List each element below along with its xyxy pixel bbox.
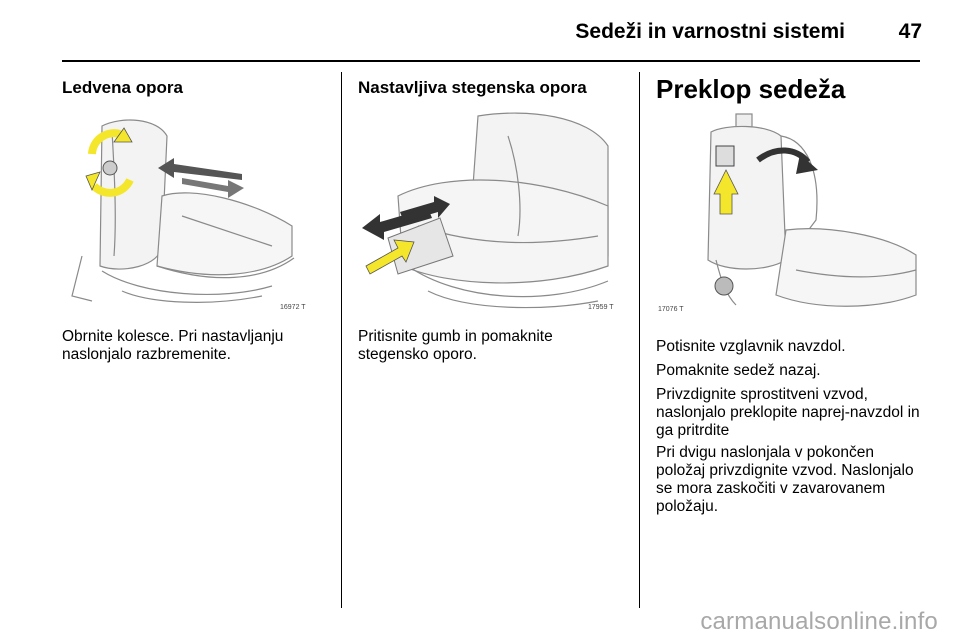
instruction-paragraph: Pri dvigu naslonjala v pokončen položaj privzdignite vzvod. Naslonjalo se mora zaskočiti v zavarovanem položaju. [656,444,914,515]
thigh-support-illustration [358,106,622,318]
page-number: 47 [898,20,922,43]
seat-fold-illustration [656,110,920,322]
section-heading: Ledvena opora [62,78,183,97]
watermark: carmanualsonline.info [700,608,938,635]
image-code: 17959 T [588,304,614,311]
chapter-title: Sedeži in varnostni sistemi [575,20,845,43]
instruction-paragraph: Privzdignite sprostitveni vzvod, naslonjalo preklopite naprej-navzdol in ga pritrdite [656,386,920,439]
image-code: 17076 T [658,306,684,313]
image-code: 16972 T [280,304,306,311]
column-divider [341,72,342,608]
section-heading: Nastavljiva stegenska opora [358,78,587,97]
section-text: Obrnite kolesce. Pri nastavljanju naslonjalo razbremenite. [62,328,284,363]
column-divider [639,72,640,608]
header-rule [62,60,920,62]
section-heading: Preklop sedeža [656,74,846,104]
page-header [0,0,960,60]
lumbar-support-illustration [62,106,300,318]
section-text: Pritisnite gumb in pomaknite stegensko oporo. [358,328,553,363]
instruction-paragraph: Pomaknite sedež nazaj. [656,362,821,379]
instruction-paragraph: Potisnite vzglavnik navzdol. [656,338,846,355]
